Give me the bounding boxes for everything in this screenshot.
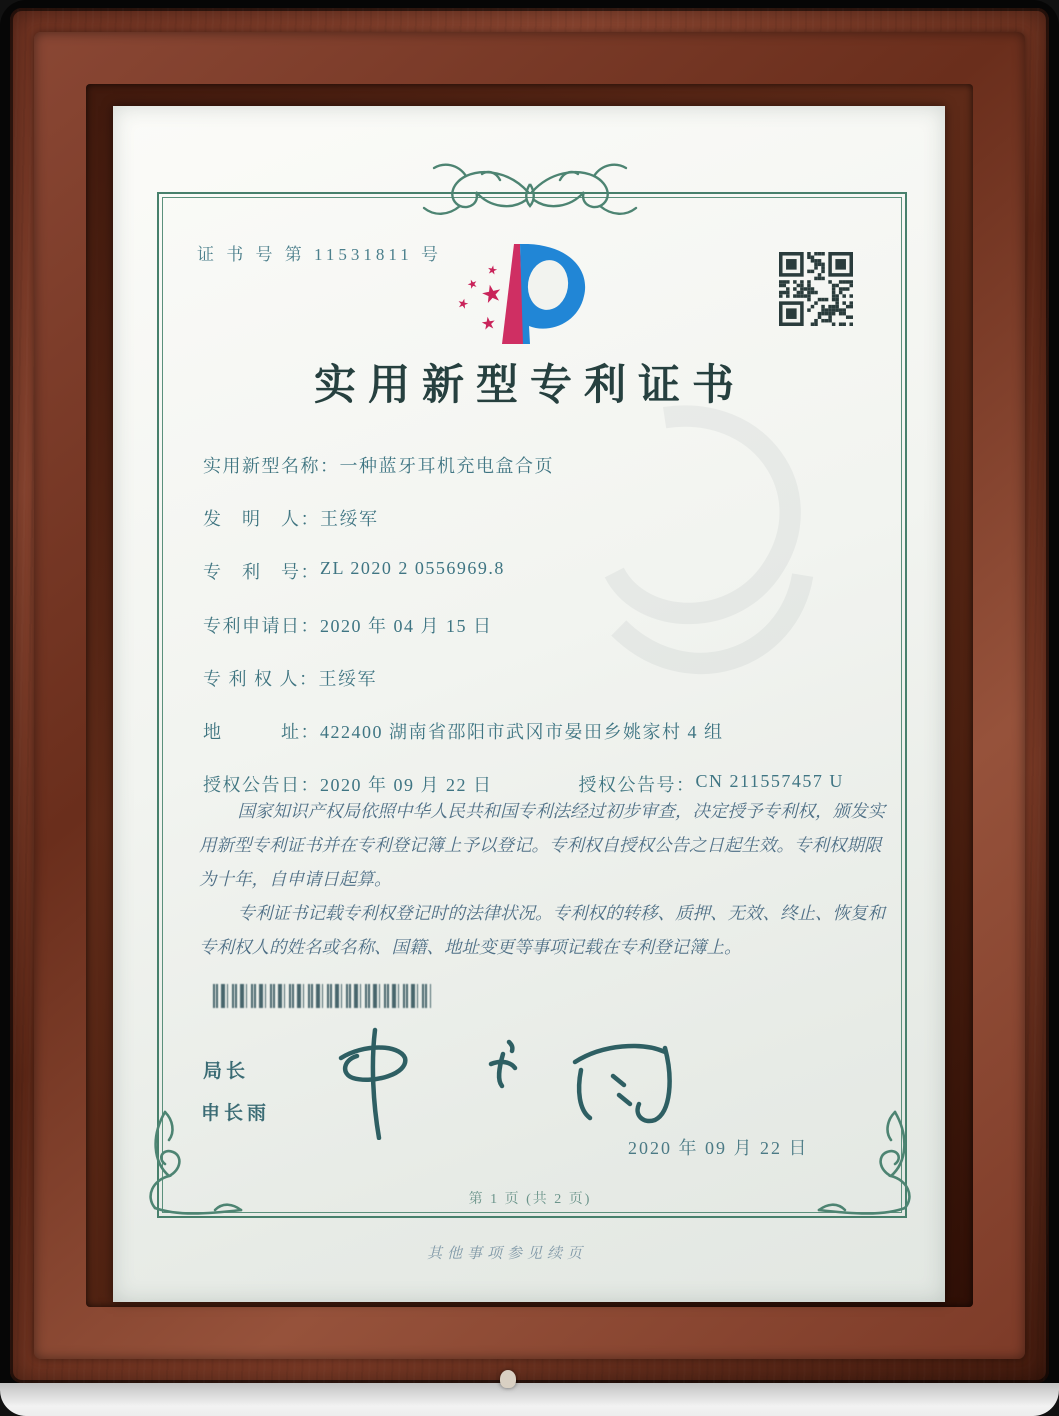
legal-text	[199, 794, 887, 964]
barcode	[213, 984, 431, 1008]
cnipa-logo-p-shape	[431, 236, 626, 350]
star-icon: ★	[479, 313, 498, 335]
field-label: 专利申请日：	[203, 616, 320, 636]
field-value: 2020 年 04 月 15 日	[320, 616, 493, 636]
star-icon: ★	[464, 275, 480, 293]
field-value: CN 211557457 U	[695, 771, 844, 791]
field-label: 地 址：	[203, 722, 320, 742]
field-label: 发 明 人：	[203, 509, 320, 529]
grant-date-stamp: 2020 年 09 月 22 日	[628, 1138, 809, 1158]
frame-stand-peg	[500, 1370, 516, 1388]
patent-certificate	[113, 106, 945, 1302]
field-label: 授权公告号：	[578, 775, 696, 795]
field-filing-date	[203, 612, 493, 638]
commissioner-title: 局长	[203, 1061, 250, 1082]
qr-code	[779, 248, 853, 330]
page-indicator: 第 1 页 (共 2 页)	[468, 1192, 592, 1207]
field-label: 专 利 权 人：	[203, 669, 319, 689]
star-icon: ★	[478, 278, 506, 310]
field-address	[203, 718, 724, 744]
legal-paragraph-2: 专利证书记载专利权登记时的法律状况。专利权的转移、质押、无效、终止、恢复和专利权人的姓名或名称、国籍、地址变更等事项记载在专利登记簿上。	[199, 903, 885, 957]
star-icon: ★	[455, 295, 471, 314]
legal-paragraph-1: 国家知识产权局依照中华人民共和国专利法经过初步审查，决定授予专利权，颁发实用新型专利证书并在专利登记簿上予以登记。专利权自授权公告之日起生效。专利权期限为十年，自申请日起算。	[199, 801, 885, 889]
field-value: 王绥军	[318, 669, 377, 689]
field-value: 一种蓝牙耳机充电盒合页	[339, 456, 554, 476]
field-label: 实用新型名称：	[203, 456, 340, 476]
field-value: ZL 2020 2 0556969.8	[320, 558, 505, 578]
commissioner-name: 申长雨	[201, 1103, 271, 1124]
cnipa-logo	[431, 236, 626, 350]
table-surface	[0, 1383, 1059, 1416]
certificate-title: 实用新型专利证书	[313, 363, 746, 409]
field-label: 授权公告日：	[203, 775, 320, 795]
field-value: 2020 年 09 月 22 日	[320, 775, 493, 795]
certificate-number: 证 书 号 第 11531811 号	[197, 245, 442, 264]
field-value: 422400 湖南省邵阳市武冈市晏田乡姚家村 4 组	[320, 722, 724, 742]
handwritten-signature	[313, 1018, 713, 1140]
field-inventor	[203, 505, 379, 531]
field-patentee	[203, 665, 377, 691]
field-patent-number	[203, 558, 505, 584]
field-value: 王绥军	[320, 509, 379, 529]
field-utility-model-name	[203, 452, 554, 478]
star-icon: ★	[485, 262, 499, 278]
continuation-note: 其他事项参见续页	[426, 1246, 587, 1262]
field-label: 专 利 号：	[203, 562, 320, 582]
